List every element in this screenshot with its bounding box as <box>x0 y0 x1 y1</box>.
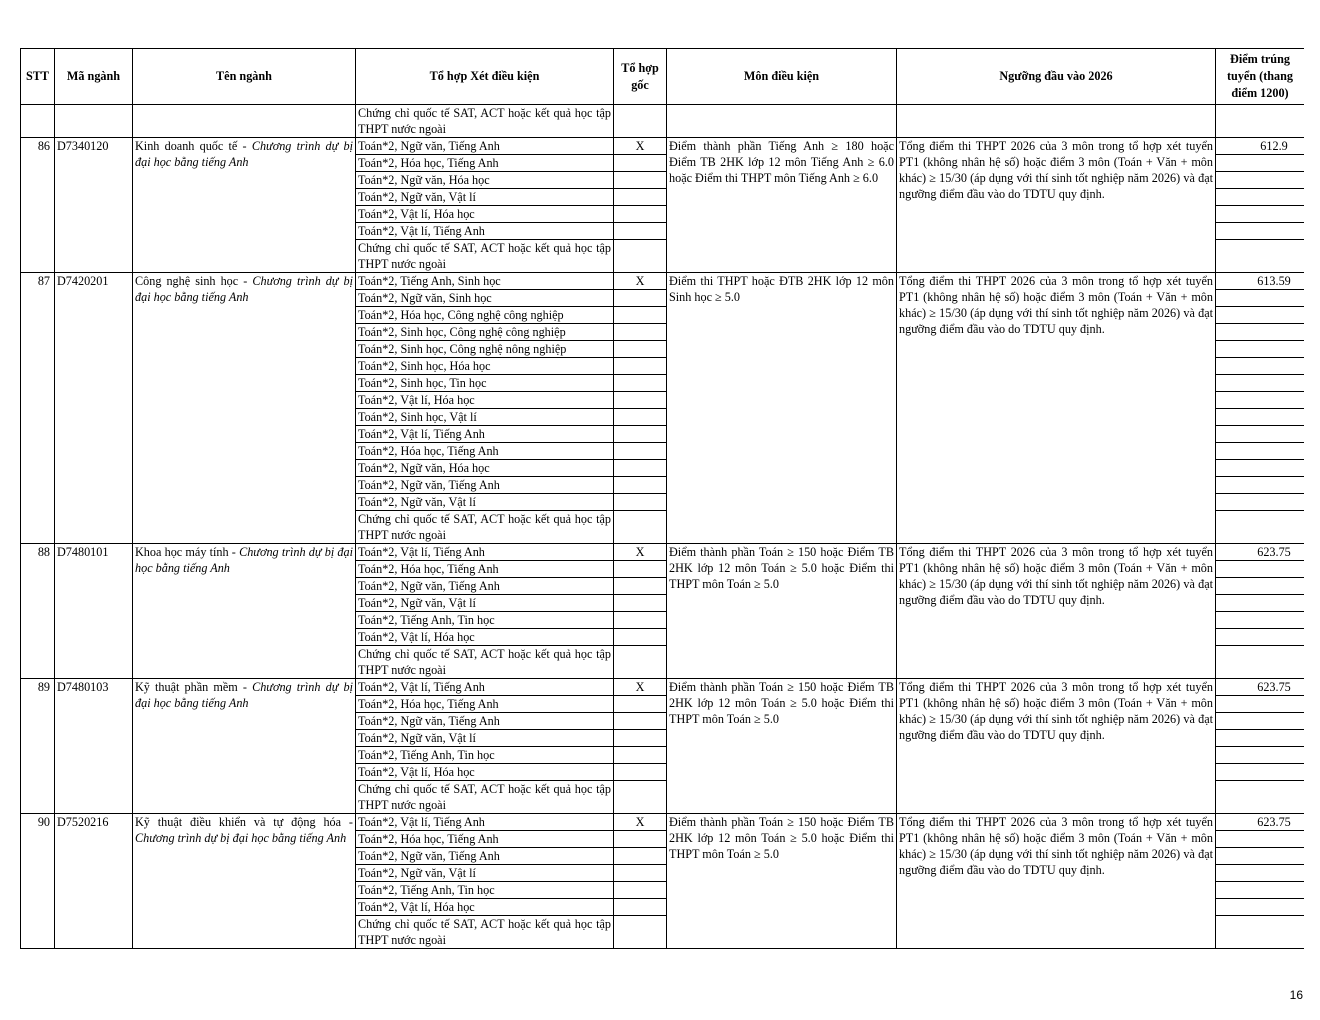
cell-to-hop-goc <box>614 494 667 511</box>
cell-to-hop: Toán*2, Vật lí, Tiếng Anh <box>356 679 614 696</box>
cell-stt <box>21 105 55 138</box>
cell-to-hop-goc <box>614 629 667 646</box>
cell-to-hop: Toán*2, Ngữ văn, Vật lí <box>356 189 614 206</box>
cell-diem <box>1216 223 1305 240</box>
cell-diem <box>1216 443 1305 460</box>
cell-to-hop: Toán*2, Tiếng Anh, Tin học <box>356 612 614 629</box>
cell-diem <box>1216 494 1305 511</box>
cell-diem: 623.75 <box>1216 544 1305 561</box>
cell-to-hop-goc <box>614 392 667 409</box>
cell-to-hop-goc <box>614 460 667 477</box>
cell-to-hop: Toán*2, Ngữ văn, Hóa học <box>356 172 614 189</box>
cell-to-hop-goc <box>614 240 667 273</box>
cell-ten-nganh <box>133 138 356 273</box>
cell-to-hop-goc: X <box>614 273 667 290</box>
cell-to-hop-goc <box>614 561 667 578</box>
cell-ma-nganh: D7340120 <box>55 138 133 273</box>
cell-to-hop: Chứng chỉ quốc tế SAT, ACT hoặc kết quả học tập THPT nước ngoài <box>356 240 614 273</box>
cell-to-hop-goc <box>614 882 667 899</box>
cell-diem: 623.75 <box>1216 814 1305 831</box>
cell-to-hop-goc <box>614 713 667 730</box>
cell-to-hop: Chứng chỉ quốc tế SAT, ACT hoặc kết quả học tập THPT nước ngoài <box>356 511 614 544</box>
cell-to-hop: Toán*2, Ngữ văn, Vật lí <box>356 595 614 612</box>
cell-to-hop: Toán*2, Vật lí, Tiếng Anh <box>356 544 614 561</box>
cell-to-hop: Chứng chỉ quốc tế SAT, ACT hoặc kết quả học tập THPT nước ngoài <box>356 646 614 679</box>
ten-nganh-program: Chương trình dự bị đại học bằng tiếng Anh <box>135 680 353 710</box>
cell-to-hop: Chứng chỉ quốc tế SAT, ACT hoặc kết quả học tập THPT nước ngoài <box>356 105 614 138</box>
cell-to-hop: Toán*2, Vật lí, Hóa học <box>356 899 614 916</box>
cell-diem <box>1216 848 1305 865</box>
cell-diem: 613.59 <box>1216 273 1305 290</box>
cell-diem <box>1216 713 1305 730</box>
header-mon-dieu-kien: Môn điều kiện <box>667 49 897 105</box>
ten-nganh-program: Chương trình dự bị đại học bằng tiếng Anh <box>135 139 353 169</box>
cell-nguong <box>897 105 1216 138</box>
cell-to-hop: Toán*2, Ngữ văn, Vật lí <box>356 494 614 511</box>
cell-to-hop-goc <box>614 358 667 375</box>
cell-stt: 89 <box>21 679 55 814</box>
cell-diem <box>1216 172 1305 189</box>
cell-to-hop: Toán*2, Tiếng Anh, Tin học <box>356 882 614 899</box>
cell-to-hop: Toán*2, Vật lí, Hóa học <box>356 206 614 223</box>
cell-ten-nganh <box>133 679 356 814</box>
cell-diem <box>1216 477 1305 494</box>
cell-to-hop: Toán*2, Vật lí, Tiếng Anh <box>356 814 614 831</box>
cell-to-hop: Toán*2, Ngữ văn, Tiếng Anh <box>356 578 614 595</box>
cell-nguong: Tổng điểm thi THPT 2026 của 3 môn trong tổ hợp xét tuyển PT1 (không nhân hệ số) hoặc điểm 3 môn (Toán + Văn + môn khác) ≥ 15/30 (áp dụng với thí sinh tốt nghiệp năm 2026) và đạt ngưỡng điểm đầu vào do TDTU quy định. <box>897 273 1216 544</box>
cell-to-hop: Toán*2, Tiếng Anh, Tin học <box>356 747 614 764</box>
cell-to-hop: Toán*2, Ngữ văn, Tiếng Anh <box>356 138 614 155</box>
cell-to-hop-goc <box>614 916 667 949</box>
cell-to-hop: Toán*2, Ngữ văn, Vật lí <box>356 730 614 747</box>
cell-mon-dieu-kien: Điểm thành phần Tiếng Anh ≥ 180 hoặc Điểm TB 2HK lớp 12 môn Tiếng Anh ≥ 6.0 hoặc Điểm thi THPT môn Tiếng Anh ≥ 6.0 <box>667 138 897 273</box>
ten-nganh-main: Kỹ thuật điều khiển và tự động hóa - <box>135 815 353 829</box>
cell-to-hop-goc <box>614 324 667 341</box>
cell-to-hop-goc <box>614 426 667 443</box>
cell-to-hop-goc <box>614 730 667 747</box>
cell-to-hop: Toán*2, Vật lí, Hóa học <box>356 764 614 781</box>
cell-to-hop: Toán*2, Ngữ văn, Tiếng Anh <box>356 713 614 730</box>
cell-to-hop-goc <box>614 595 667 612</box>
cell-to-hop: Toán*2, Sinh học, Vật lí <box>356 409 614 426</box>
cell-ma-nganh: D7480103 <box>55 679 133 814</box>
cell-to-hop-goc <box>614 443 667 460</box>
cell-ma-nganh: D7520216 <box>55 814 133 949</box>
cell-to-hop: Toán*2, Hóa học, Công nghệ công nghiệp <box>356 307 614 324</box>
cell-to-hop: Toán*2, Vật lí, Tiếng Anh <box>356 223 614 240</box>
page-number: 16 <box>1289 988 1303 1002</box>
cell-to-hop-goc <box>614 781 667 814</box>
cell-ten-nganh <box>133 544 356 679</box>
cell-diem <box>1216 290 1305 307</box>
cell-to-hop: Toán*2, Hóa học, Tiếng Anh <box>356 443 614 460</box>
cell-diem <box>1216 409 1305 426</box>
cell-diem <box>1216 155 1305 172</box>
cell-diem <box>1216 375 1305 392</box>
cell-diem: 623.75 <box>1216 679 1305 696</box>
cell-to-hop: Toán*2, Hóa học, Tiếng Anh <box>356 696 614 713</box>
admission-table <box>20 48 1304 949</box>
cell-diem <box>1216 882 1305 899</box>
cell-to-hop-goc: X <box>614 138 667 155</box>
cell-to-hop: Chứng chỉ quốc tế SAT, ACT hoặc kết quả học tập THPT nước ngoài <box>356 916 614 949</box>
cell-diem <box>1216 460 1305 477</box>
ten-nganh-main: Khoa học máy tính - <box>135 545 240 559</box>
cell-to-hop: Toán*2, Sinh học, Hóa học <box>356 358 614 375</box>
header-diem-trung-tuyen: Điểm trúng tuyển (thang điểm 1200) <box>1216 49 1305 105</box>
cell-to-hop-goc <box>614 189 667 206</box>
cell-to-hop-goc <box>614 290 667 307</box>
cell-to-hop: Toán*2, Sinh học, Công nghệ công nghiệp <box>356 324 614 341</box>
cell-to-hop-goc <box>614 172 667 189</box>
header-to-hop-goc: Tổ hợp gốc <box>614 49 667 105</box>
cell-to-hop-goc <box>614 477 667 494</box>
cell-diem <box>1216 307 1305 324</box>
cell-to-hop: Toán*2, Hóa học, Tiếng Anh <box>356 155 614 172</box>
cell-mon-dieu-kien: Điểm thành phần Toán ≥ 150 hoặc Điểm TB 2HK lớp 12 môn Toán ≥ 5.0 hoặc Điểm thi THPT môn Toán ≥ 5.0 <box>667 679 897 814</box>
cell-to-hop: Toán*2, Vật lí, Hóa học <box>356 392 614 409</box>
ten-nganh-program: Chương trình dự bị đại học bằng tiếng Anh <box>135 831 347 845</box>
cell-to-hop: Toán*2, Sinh học, Tin học <box>356 375 614 392</box>
table-header-row <box>21 49 1305 105</box>
ten-nganh-main: Kinh doanh quốc tế - <box>135 139 252 153</box>
continuation-row <box>21 105 1305 138</box>
cell-to-hop: Toán*2, Sinh học, Công nghệ nông nghiệp <box>356 341 614 358</box>
cell-to-hop-goc <box>614 105 667 138</box>
cell-ten-nganh <box>133 814 356 949</box>
cell-diem <box>1216 781 1305 814</box>
table-row <box>21 544 1305 561</box>
cell-stt: 88 <box>21 544 55 679</box>
cell-diem <box>1216 189 1305 206</box>
cell-stt: 86 <box>21 138 55 273</box>
cell-diem <box>1216 612 1305 629</box>
cell-to-hop-goc <box>614 899 667 916</box>
table-row <box>21 814 1305 831</box>
cell-diem <box>1216 358 1305 375</box>
cell-diem <box>1216 426 1305 443</box>
cell-ten-nganh <box>133 105 356 138</box>
header-ten-nganh: Tên ngành <box>133 49 356 105</box>
cell-diem <box>1216 916 1305 949</box>
cell-mon-dieu-kien <box>667 105 897 138</box>
cell-to-hop-goc <box>614 831 667 848</box>
cell-ma-nganh <box>55 105 133 138</box>
ten-nganh-main: Kỹ thuật phần mềm - <box>135 680 253 694</box>
ten-nganh-program: Chương trình dự bị đại học bằng tiếng Anh <box>135 274 353 304</box>
cell-to-hop-goc <box>614 223 667 240</box>
cell-diem <box>1216 561 1305 578</box>
cell-nguong: Tổng điểm thi THPT 2026 của 3 môn trong tổ hợp xét tuyển PT1 (không nhân hệ số) hoặc điểm 3 môn (Toán + Văn + môn khác) ≥ 15/30 (áp dụng với thí sinh tốt nghiệp năm 2026) và đạt ngưỡng điểm đầu vào do TDTU quy định. <box>897 138 1216 273</box>
cell-to-hop: Toán*2, Ngữ văn, Hóa học <box>356 460 614 477</box>
cell-mon-dieu-kien: Điểm thành phần Toán ≥ 150 hoặc Điểm TB 2HK lớp 12 môn Toán ≥ 5.0 hoặc Điểm thi THPT môn Toán ≥ 5.0 <box>667 544 897 679</box>
cell-diem <box>1216 392 1305 409</box>
cell-nguong: Tổng điểm thi THPT 2026 của 3 môn trong tổ hợp xét tuyển PT1 (không nhân hệ số) hoặc điểm 3 môn (Toán + Văn + môn khác) ≥ 15/30 (áp dụng với thí sinh tốt nghiệp năm 2026) và đạt ngưỡng điểm đầu vào do TDTU quy định. <box>897 679 1216 814</box>
cell-to-hop-goc <box>614 747 667 764</box>
cell-to-hop-goc <box>614 848 667 865</box>
cell-to-hop: Toán*2, Ngữ văn, Sinh học <box>356 290 614 307</box>
cell-to-hop: Toán*2, Vật lí, Tiếng Anh <box>356 426 614 443</box>
cell-diem <box>1216 105 1305 138</box>
header-ma-nganh: Mã ngành <box>55 49 133 105</box>
cell-nguong: Tổng điểm thi THPT 2026 của 3 môn trong tổ hợp xét tuyển PT1 (không nhân hệ số) hoặc điểm 3 môn (Toán + Văn + môn khác) ≥ 15/30 (áp dụng với thí sinh tốt nghiệp năm 2026) và đạt ngưỡng điểm đầu vào do TDTU quy định. <box>897 544 1216 679</box>
cell-to-hop: Toán*2, Vật lí, Hóa học <box>356 629 614 646</box>
cell-diem <box>1216 696 1305 713</box>
cell-to-hop-goc <box>614 155 667 172</box>
cell-to-hop: Chứng chỉ quốc tế SAT, ACT hoặc kết quả học tập THPT nước ngoài <box>356 781 614 814</box>
cell-ten-nganh <box>133 273 356 544</box>
cell-diem <box>1216 511 1305 544</box>
cell-to-hop: Toán*2, Ngữ văn, Vật lí <box>356 865 614 882</box>
cell-to-hop-goc <box>614 409 667 426</box>
ten-nganh-program: Chương trình dự bị đại học bằng tiếng Anh <box>135 545 353 575</box>
cell-diem <box>1216 764 1305 781</box>
cell-stt: 87 <box>21 273 55 544</box>
cell-to-hop-goc <box>614 375 667 392</box>
cell-to-hop-goc: X <box>614 544 667 561</box>
ten-nganh-main: Công nghệ sinh học - <box>135 274 253 288</box>
cell-to-hop-goc <box>614 578 667 595</box>
cell-to-hop-goc <box>614 341 667 358</box>
cell-diem <box>1216 831 1305 848</box>
cell-diem <box>1216 646 1305 679</box>
cell-diem <box>1216 899 1305 916</box>
admission-table-page <box>20 48 1304 966</box>
cell-to-hop: Toán*2, Hóa học, Tiếng Anh <box>356 561 614 578</box>
cell-diem <box>1216 595 1305 612</box>
cell-to-hop-goc <box>614 865 667 882</box>
cell-to-hop-goc <box>614 612 667 629</box>
cell-diem <box>1216 341 1305 358</box>
cell-to-hop-goc <box>614 206 667 223</box>
cell-mon-dieu-kien: Điểm thành phần Toán ≥ 150 hoặc Điểm TB 2HK lớp 12 môn Toán ≥ 5.0 hoặc Điểm thi THPT môn Toán ≥ 5.0 <box>667 814 897 949</box>
cell-to-hop-goc: X <box>614 679 667 696</box>
cell-to-hop: Toán*2, Hóa học, Tiếng Anh <box>356 831 614 848</box>
cell-diem <box>1216 730 1305 747</box>
cell-to-hop-goc <box>614 307 667 324</box>
cell-diem <box>1216 240 1305 273</box>
cell-diem <box>1216 206 1305 223</box>
cell-diem: 612.9 <box>1216 138 1305 155</box>
cell-to-hop: Toán*2, Ngữ văn, Tiếng Anh <box>356 848 614 865</box>
table-row <box>21 273 1305 290</box>
table-row <box>21 138 1305 155</box>
cell-to-hop: Toán*2, Tiếng Anh, Sinh học <box>356 273 614 290</box>
cell-nguong: Tổng điểm thi THPT 2026 của 3 môn trong tổ hợp xét tuyển PT1 (không nhân hệ số) hoặc điểm 3 môn (Toán + Văn + môn khác) ≥ 15/30 (áp dụng với thí sinh tốt nghiệp năm 2026) và đạt ngưỡng điểm đầu vào do TDTU quy định. <box>897 814 1216 949</box>
header-stt: STT <box>21 49 55 105</box>
cell-to-hop-goc <box>614 764 667 781</box>
cell-to-hop-goc: X <box>614 814 667 831</box>
cell-to-hop-goc <box>614 696 667 713</box>
header-to-hop: Tổ hợp Xét điều kiện <box>356 49 614 105</box>
cell-diem <box>1216 578 1305 595</box>
cell-diem <box>1216 629 1305 646</box>
cell-to-hop: Toán*2, Ngữ văn, Tiếng Anh <box>356 477 614 494</box>
cell-diem <box>1216 747 1305 764</box>
cell-diem <box>1216 865 1305 882</box>
cell-stt: 90 <box>21 814 55 949</box>
cell-diem <box>1216 324 1305 341</box>
table-body <box>21 105 1305 949</box>
cell-mon-dieu-kien: Điểm thi THPT hoặc ĐTB 2HK lớp 12 môn Sinh học ≥ 5.0 <box>667 273 897 544</box>
cell-ma-nganh: D7420201 <box>55 273 133 544</box>
table-row <box>21 679 1305 696</box>
cell-to-hop-goc <box>614 646 667 679</box>
cell-to-hop-goc <box>614 511 667 544</box>
header-nguong: Ngưỡng đầu vào 2026 <box>897 49 1216 105</box>
cell-ma-nganh: D7480101 <box>55 544 133 679</box>
